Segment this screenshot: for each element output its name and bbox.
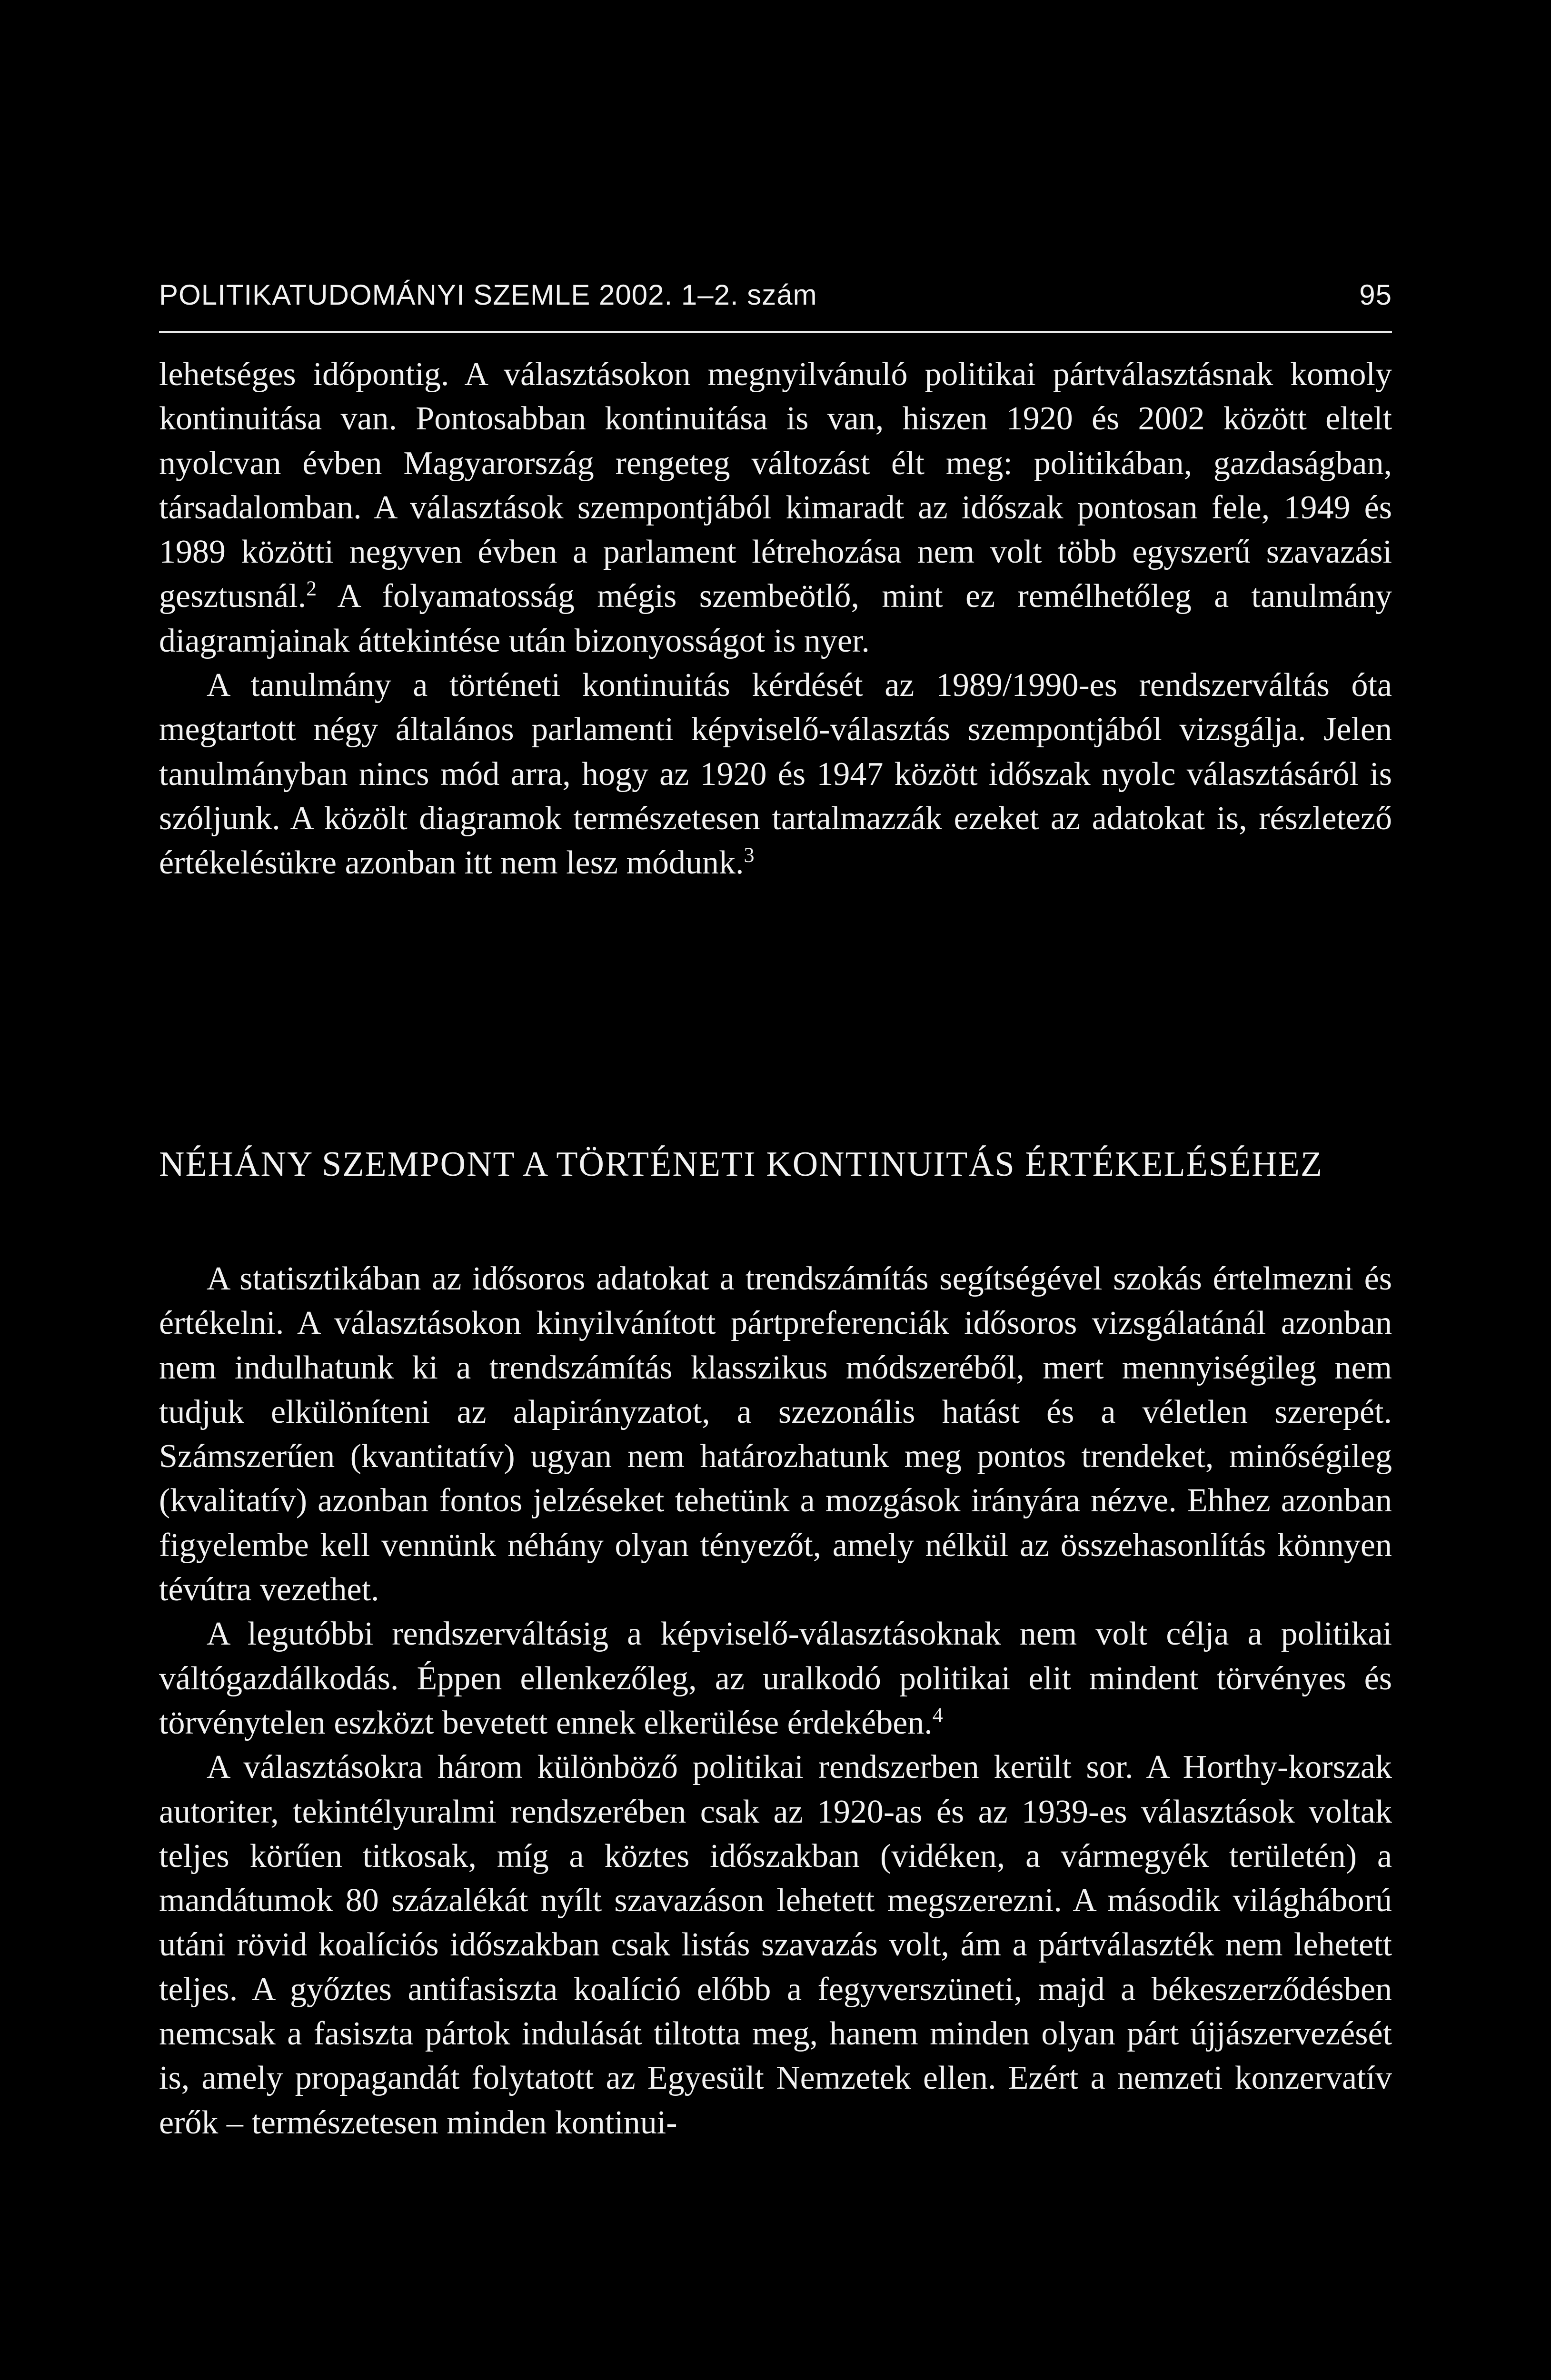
paragraph (159, 663, 1392, 885)
page-number: 95 (1359, 279, 1392, 311)
paragraph-text: A tanulmány a történeti kontinuitás kérdését az 1989/1990-es rendszerváltás óta megtartott négy általános parlamenti képviselő-választás szempontjából vizsgálja. Jelen tanulmányban nincs mód arra, hogy az 1920 és 1947 között időszak nyolc választásáról is szóljunk. A közölt diagramok természetesen tartalmazzák ezeket az adatokat is, részletező értékelésükre azonban itt nem lesz módunk. (159, 667, 1392, 882)
paragraph (159, 1612, 1392, 1745)
journal-title: POLITIKATUDOMÁNYI SZEMLE 2002. 1–2. szám (159, 279, 817, 311)
paragraph (159, 352, 1392, 663)
footnote-marker: 2 (306, 577, 317, 601)
paragraph-text: A statisztikában az idősoros adatokat a trendszámítás segítségével szokás értelmezni és értékelni. A választásokon kinyilvánított pártpreferenciák idősoros vizsgálatánál azonban nem indulhatunk ki a trendszámítás klasszikus módszeréből, mert mennyiségileg nem tudjuk elkülöníteni az alapirányzatot, a szezonális hatást és a véletlen szerepét. Számszerűen (kvantitatív) ugyan nem határozhatunk meg pontos trendeket, minőségileg (kvalitatív) azonban fontos jelzéseket tehetünk a mozgások irányára nézve. Ehhez azonban figyelembe kell vennünk néhány olyan tényezőt, amely nélkül az összehasonlítás könnyen tévútra vezethet. (159, 1260, 1392, 1608)
paragraph (159, 1257, 1392, 1612)
section-heading: NÉHÁNY SZEMPONT A TÖRTÉNETI KONTINUITÁS ÉRTÉKELÉSÉHEZ (159, 1145, 1323, 1184)
body-text-top (159, 352, 1392, 885)
running-head (159, 278, 1392, 324)
paragraph-text: lehetséges időpontig. A választásokon megnyilvánuló politikai pártválasztásnak komoly kontinuitása van. Pontosabban kontinuitása is van, hiszen 1920 és 2002 között eltelt nyolcvan évben Magyarország rengeteg változást élt meg: politikában, gazdaságban, társadalomban. A választások szempontjából kimaradt az időszak pontosan fele, 1949 és 1989 közötti negyven évben a parlament létrehozása nem volt több egyszerű szavazási gesztusnál. (159, 356, 1392, 615)
paragraph (159, 1745, 1392, 2145)
paragraph-text: A legutóbbi rendszerváltásig a képviselő-választásoknak nem volt célja a politikai váltógazdálkodás. Éppen ellenkezőleg, az uralkodó politikai elit mindent törvényes és törvénytelen eszközt bevetett ennek elkerülése érdekében. (159, 1616, 1392, 1741)
paragraph-text: A folyamatosság mégis szembeötlő, mint ez remélhetőleg a tanulmány diagramjainak áttekintése után bizonyosságot is nyer. (159, 578, 1392, 659)
paragraph-text: A választásokra három különböző politikai rendszerben került sor. A Horthy-korszak autoriter, tekintélyuralmi rendszerében csak az 1920-as és az 1939-es választások voltak teljes körűen titkosak, míg a köztes időszakban (vidéken, a vármegyék területén) a mandátumok 80 százalékát nyílt szavazáson lehetett megszerezni. A második világháború utáni rövid koalíciós időszakban csak listás szavazás volt, ám a pártválaszték nem lehetett teljes. A győztes antifasiszta koalíció előbb a fegyverszüneti, majd a békeszerződésben nemcsak a fasiszta pártok indulását tiltotta meg, hanem minden olyan párt újjászervezését is, amely propagandát folytatott az Egyesült Nemzetek ellen. Ezért a nemzeti konzervatív erők – természetesen minden kontinui- (159, 1749, 1392, 2141)
body-text-bottom (159, 1257, 1392, 2145)
header-rule (159, 331, 1392, 333)
footnote-marker: 4 (932, 1703, 943, 1727)
footnote-marker: 3 (744, 843, 755, 867)
